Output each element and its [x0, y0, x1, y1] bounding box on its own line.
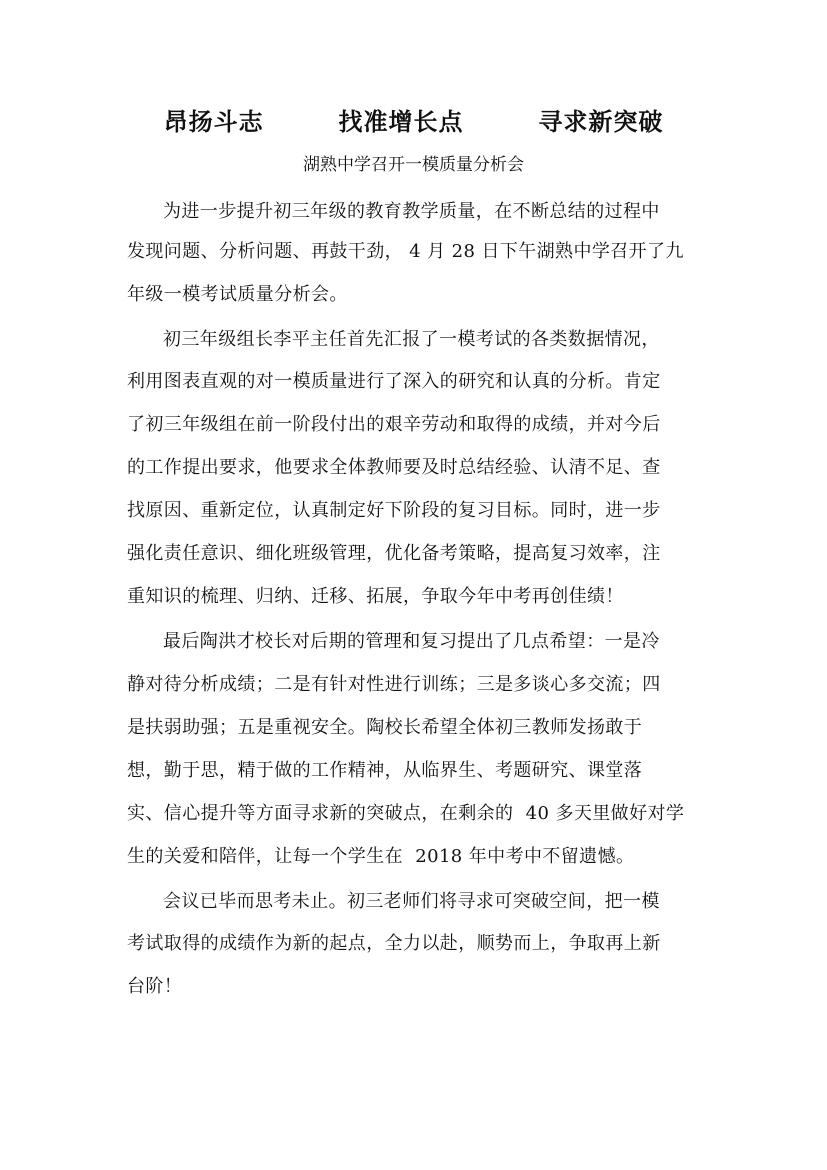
paragraph-1-line-1: 为进一步提升初三年级的教育教学质量，在不断总结的过程中 — [163, 201, 660, 222]
paragraph-2-line-2: 利用图表直观的对一模质量进行了深入的研究和认真的分析。肯定 — [127, 371, 661, 392]
paragraph-3-line-5: 实、信心提升等方面寻求新的突破点，在剩余的 40 多天里做好对学 — [127, 803, 685, 824]
paragraph-3-line-6: 生的关爱和陪伴，让每一个学生在 2018 年中考中不留遗憾。 — [127, 846, 635, 867]
paragraph-3-line-3: 是扶弱助强；五是重视安全。陶校长希望全体初三教师发扬敢于 — [127, 717, 643, 738]
paragraph-2-line-4: 的工作提出要求，他要求全体教师要及时总结经验、认清不足、查 — [127, 457, 661, 478]
paragraph-3-line-1: 最后陶洪才校长对后期的管理和复习提出了几点希望：一是冷 — [163, 631, 660, 652]
paragraph-3-line-4: 想，勤于思，精于做的工作精神，从临界生、考题研究、课堂落 — [127, 760, 643, 781]
paragraph-2-line-7: 重知识的梳理、归纳、迁移、拓展，争取今年中考再创佳绩！ — [127, 586, 624, 607]
document-title: 昂扬斗志 找准增长点 寻求新突破 — [163, 107, 664, 136]
paragraph-4-line-2: 考试取得的成绩作为新的起点，全力以赴，顺势而上，争取再上新 — [127, 933, 661, 954]
paragraph-2-line-6: 强化责任意识、细化班级管理，优化备考策略，提高复习效率，注 — [127, 543, 661, 564]
document-subtitle: 湖熟中学召开一模质量分析会 — [303, 155, 524, 175]
paragraph-1-line-3: 年级一模考试质量分析会。 — [127, 284, 348, 305]
paragraph-2-line-1: 初三年级组长李平主任首先汇报了一模考试的各类数据情况， — [163, 329, 660, 350]
paragraph-4-line-3: 台阶！ — [127, 976, 183, 997]
paragraph-3-line-2: 静对待分析成绩；二是有针对性进行训练；三是多谈心多交流；四 — [127, 674, 661, 695]
paragraph-2-line-3: 了初三年级组在前一阶段付出的艰辛劳动和取得的成绩，并对今后 — [127, 414, 661, 435]
paragraph-1-line-2: 发现问题、分析问题、再鼓干劲， 4 月 28 日下午湖熟中学召开了九 — [127, 241, 684, 262]
paragraph-2-line-5: 找原因、重新定位，认真制定好下阶段的复习目标。同时，进一步 — [127, 500, 661, 521]
paragraph-4-line-1: 会议已毕而思考未止。初三老师们将寻求可突破空间，把一模 — [163, 891, 660, 912]
